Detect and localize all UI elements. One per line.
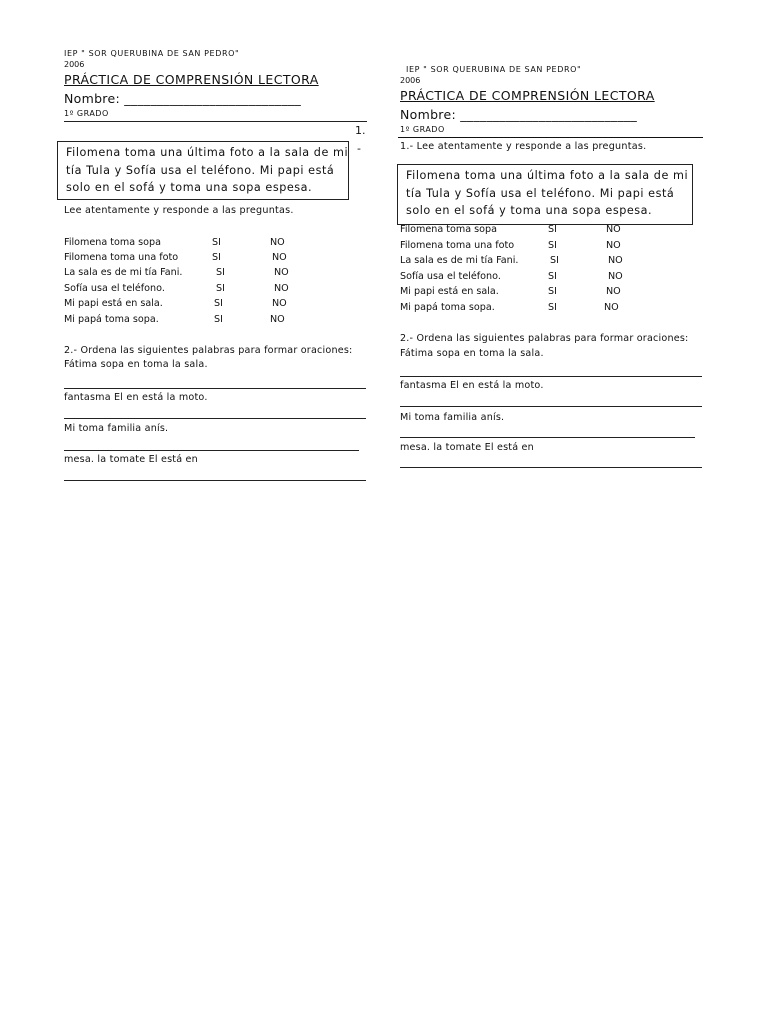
instruction: 1.- Lee atentamente y responde a las preguntas. [400,141,647,152]
ordena-item: mesa. la tomate El está en [400,442,534,453]
answer-si: SI [548,240,557,251]
question-text: Filomena toma sopa [400,224,498,235]
ordena-item: mesa. la tomate El está en [64,454,198,465]
grade-label: 1º GRADO [64,109,109,118]
answer-no: NO [270,314,285,325]
story-line: tía Tula y Sofía usa el teléfono. Mi papi está [406,186,675,200]
page-title: PRÁCTICA DE COMPRENSIÓN LECTORA [64,72,319,87]
school-name: IEP " SOR QUERUBINA DE SAN PEDRO" [64,49,240,58]
answer-line [64,388,366,389]
divider [64,121,367,122]
question-text: La sala es de mi tía Fani. [64,267,183,278]
answer-si: SI [548,286,557,297]
answer-line [400,406,702,407]
stray-number: 1. [355,124,366,137]
name-field: Nombre: ___________________________ [64,91,302,106]
divider [398,137,703,138]
story-line: Filomena toma una última foto a la sala de mi [66,146,349,159]
question-text: Mi papi está en sala. [400,286,499,297]
answer-si: SI [214,314,223,325]
answer-no: NO [274,283,289,294]
answer-si: SI [216,267,225,278]
stray-dash: - [357,142,361,155]
story-line: Filomena toma una última foto a la sala de mi [406,169,689,182]
answer-si: SI [212,252,221,263]
story-box [57,141,349,200]
grade-label: 1º GRADO [400,125,445,134]
answer-si: SI [548,302,557,313]
answer-si: SI [216,283,225,294]
ordena-title: 2.- Ordena las siguientes palabras para formar oraciones: [64,345,353,356]
answer-si: SI [548,224,557,235]
name-field: Nombre: ___________________________ [400,107,638,122]
story-line: solo en el sofá y toma una sopa espesa. [406,204,653,217]
story-line: tía Tula y Sofía usa el teléfono. Mi papi está [66,163,335,177]
school-name: IEP " SOR QUERUBINA DE SAN PEDRO" [406,65,582,74]
question-text: Sofía usa el teléfono. [400,271,501,282]
question-text: Filomena toma una foto [400,240,515,251]
story-box [397,164,693,225]
question-text: Mi papá toma sopa. [64,314,159,325]
answer-no: NO [608,271,623,282]
answer-si: SI [212,237,221,248]
answer-line [64,418,366,419]
answer-no: NO [272,298,287,309]
ordena-title: 2.- Ordena las siguientes palabras para formar oraciones: [400,333,689,344]
answer-line [64,450,359,451]
page-title: PRÁCTICA DE COMPRENSIÓN LECTORA [400,88,655,103]
answer-line [400,376,702,377]
answer-line [64,480,366,481]
ordena-item: fantasma El en está la moto. [400,380,544,391]
year: 2006 [64,60,85,69]
answer-no: NO [606,240,621,251]
ordena-item: fantasma El en está la moto. [64,392,208,403]
answer-line [400,467,702,468]
question-text: La sala es de mi tía Fani. [400,255,519,266]
instruction: Lee atentamente y responde a las preguntas. [64,205,294,216]
answer-no: NO [608,255,623,266]
story-line: solo en el sofá y toma una sopa espesa. [66,181,313,194]
question-text: Filomena toma una foto [64,252,179,263]
question-text: Sofía usa el teléfono. [64,283,165,294]
answer-no: NO [270,237,285,248]
ordena-item: Mi toma familia anís. [64,423,169,434]
answer-no: NO [606,286,621,297]
answer-line [400,437,695,438]
question-text: Mi papi está en sala. [64,298,163,309]
question-text: Mi papá toma sopa. [400,302,495,313]
question-text: Filomena toma sopa [64,237,162,248]
ordena-item: Fátima sopa en toma la sala. [400,348,544,359]
answer-si: SI [550,255,559,266]
answer-no: NO [274,267,289,278]
answer-no: NO [272,252,287,263]
answer-no: NO [604,302,619,313]
year: 2006 [400,76,421,85]
answer-si: SI [214,298,223,309]
answer-no: NO [606,224,621,235]
answer-si: SI [548,271,557,282]
ordena-item: Mi toma familia anís. [400,412,505,423]
ordena-item: Fátima sopa en toma la sala. [64,359,208,370]
